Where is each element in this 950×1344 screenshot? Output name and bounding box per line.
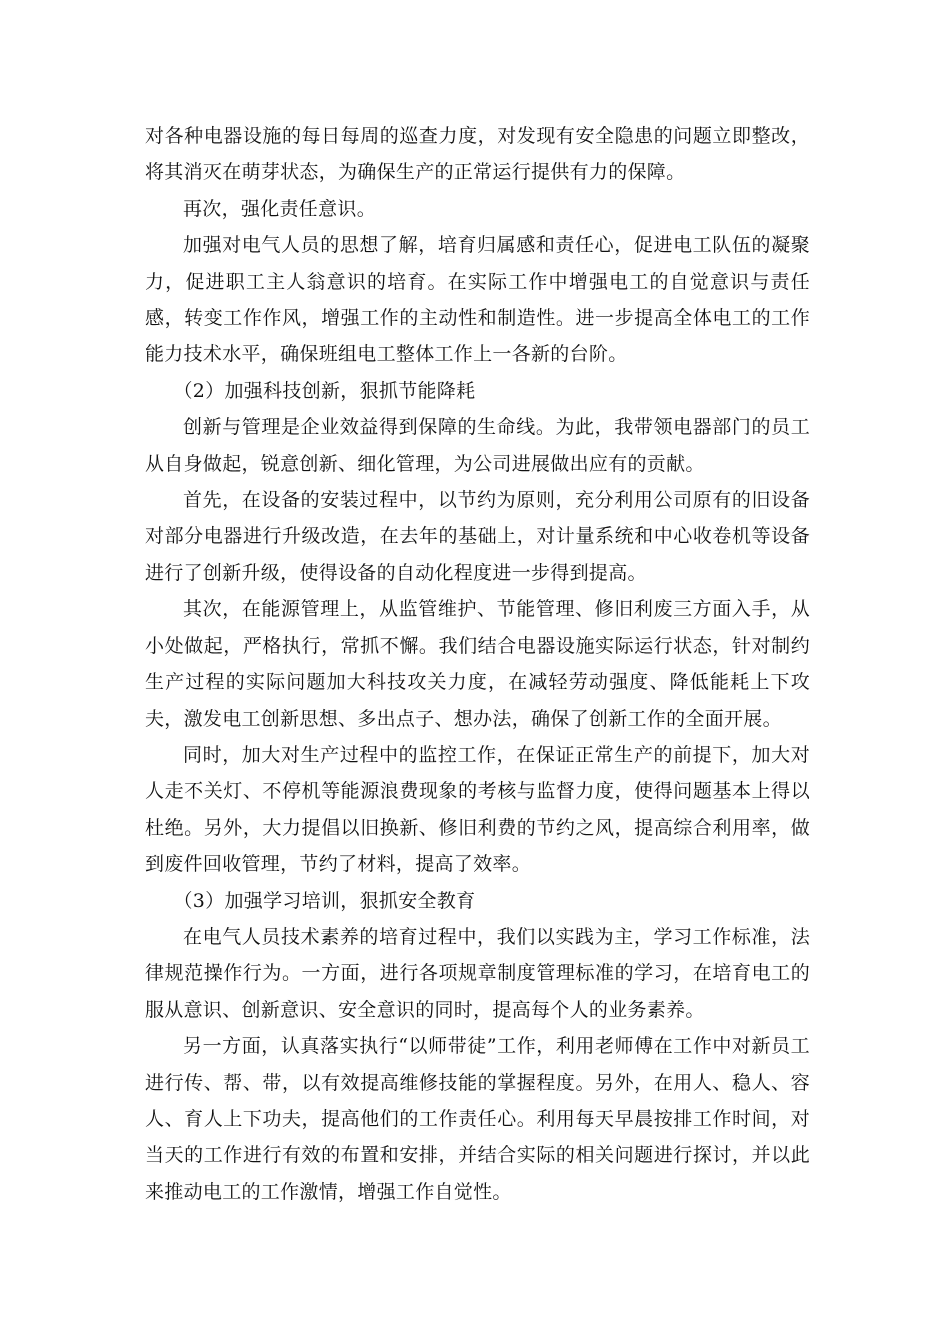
paragraph-subheading-responsibility: 再次，强化责任意识。 (183, 197, 377, 220)
paragraph: 另一方面，认真落实执行“以师带徒”工作，利用老师傅在工作中对新员工进行传、帮、带，以有效提高维修技能的掌握程度。另外，在用人、稳人、容人、育人上下功夫，提高他们的工作责任心。利用每天早晨按排工作时间，对当天的工作进行有效的布置和安排，并结合实际的相关问题进行探讨，并以此来推动电工的工作激情，增强工作自觉性。 (145, 1035, 810, 1203)
paragraph: 创新与管理是企业效益得到保障的生命线。为此，我带领电器部门的员工从自身做起，锐意创新、细化管理，为公司进展做出应有的贡献。 (145, 416, 810, 475)
section-heading-3: （3）加强学习培训，狠抓安全教育 (173, 889, 476, 912)
paragraph: 首先，在设备的安装过程中，以节约为原则，充分利用公司原有的旧设备对部分电器进行升级改造，在去年的基础上，对计量系统和中心收卷机等设备进行了创新升级，使得设备的自动化程度进一步得到提高。 (145, 489, 810, 584)
paragraph: 在电气人员技术素养的培育过程中，我们以实践为主，学习工作标准，法律规范操作行为。一方面，进行各项规章制度管理标准的学习，在培育电工的服从意识、创新意识、安全意识的同时，提高每个人的业务素养。 (145, 925, 810, 1021)
paragraph-continuation: 对各种电器设施的每日每周的巡查力度，对发现有安全隐患的问题立即整改，将其消灭在萌芽状态，为确保生产的正常运行提供有力的保障。 (145, 125, 810, 184)
section-heading-2: （2）加强科技创新，狠抓节能降耗 (173, 379, 476, 402)
document-body (145, 118, 810, 1210)
paragraph: 其次，在能源管理上，从监管维护、节能管理、修旧利废三方面入手，从小处做起，严格执行，常抓不懈。我们结合电器设施实际运行状态，针对制约生产过程的实际问题加大科技攻关力度，在减轻劳动强度、降低能耗上下攻夫，激发电工创新思想、多出点子、想办法，确保了创新工作的全面开展。 (145, 598, 810, 730)
paragraph: 同时，加大对生产过程中的监控工作，在保证正常生产的前提下，加大对人走不关灯、不停机等能源浪费现象的考核与监督力度，使得问题基本上得以杜绝。另外，大力提倡以旧换新、修旧利费的节约之风，提高综合利用率，做到废件回收管理，节约了材料，提高了效率。 (145, 743, 810, 876)
paragraph: 加强对电气人员的思想了解，培育归属感和责任心，促进电工队伍的凝聚力，促进职工主人翁意识的培育。在实际工作中增强电工的自觉意识与责任感，转变工作作风，增强工作的主动性和制造性。进一步提高全体电工的工作能力技术水平，确保班组电工整体工作上一各新的台阶。 (145, 234, 810, 366)
